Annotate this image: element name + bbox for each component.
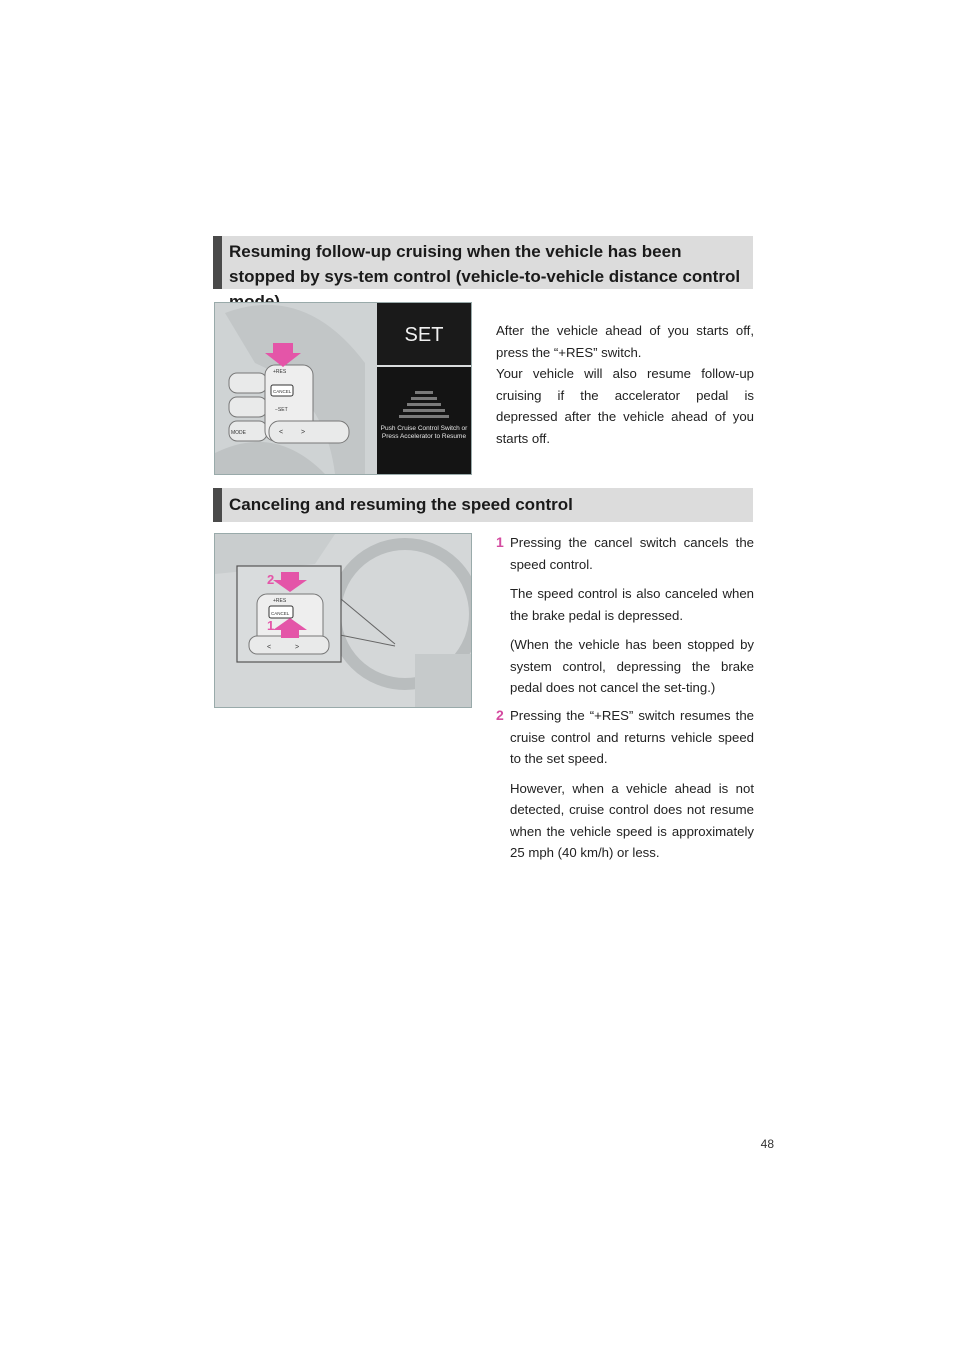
section-heading-resume-follow-up (213, 236, 753, 289)
figure-cancel-resume-switch (214, 533, 472, 708)
paragraph-press-res: After the vehicle ahead of you starts off, press the “+RES” switch. (496, 323, 754, 360)
step-text: (When the vehicle has been stopped by system control, depressing the brake pedal does not cancel the set-ting.) (510, 637, 754, 695)
svg-text:<: < (267, 644, 272, 651)
switch-label-set: −SET (275, 407, 288, 413)
callout-1: 1 (267, 618, 275, 633)
switch-label-mode: MODE (231, 430, 246, 436)
step-1-cancel (496, 532, 754, 707)
dashboard-illustration (215, 534, 471, 707)
paragraph-accelerator-resume: Your vehicle will also resume follow-up cruising if the accelerator pedal is depressed after the vehicle ahead of you starts off. (496, 366, 754, 446)
step-text: However, when a vehicle ahead is not detected, cruise control does not resume when the vehicle speed is approximately 25 mph (40 km/h) or less. (510, 780, 754, 860)
step-2-resume (496, 705, 754, 872)
figure-steering-switch-and-display (214, 302, 472, 475)
switch-label-res: +RES (273, 369, 287, 375)
step-text: Pressing the cancel switch cancels the speed control. (510, 535, 754, 572)
display-message-text: Push Cruise Control Switch or Press Accelerator to Resume (380, 425, 468, 440)
step-number: 2 (496, 707, 504, 723)
step-text: The speed control is also canceled when the brake pedal is depressed. (510, 586, 754, 623)
step-number: 1 (496, 534, 504, 550)
display-set-text: SET (404, 324, 444, 346)
step-text: Pressing the “+RES” switch resumes the cruise control and returns vehicle speed to the set speed. (510, 708, 754, 766)
page-number: 48 (760, 1137, 774, 1151)
svg-text:<: < (279, 429, 284, 436)
section-heading-text: Canceling and resuming the speed control (229, 495, 573, 514)
steering-switch-illustration (215, 303, 471, 474)
section-heading-text: Resuming follow-up cruising when the vehicle has been stopped by sys-tem control (vehicle-to-vehicle distance control (229, 242, 741, 286)
svg-text:>: > (301, 429, 306, 436)
switch-label-cancel: CANCEL (273, 389, 292, 394)
svg-text:>: > (295, 644, 300, 651)
section-heading-cancel-resume (213, 488, 753, 522)
switch-label-cancel: CANCEL (271, 611, 290, 616)
switch-label-res: +RES (273, 598, 287, 604)
callout-2: 2 (267, 572, 275, 587)
